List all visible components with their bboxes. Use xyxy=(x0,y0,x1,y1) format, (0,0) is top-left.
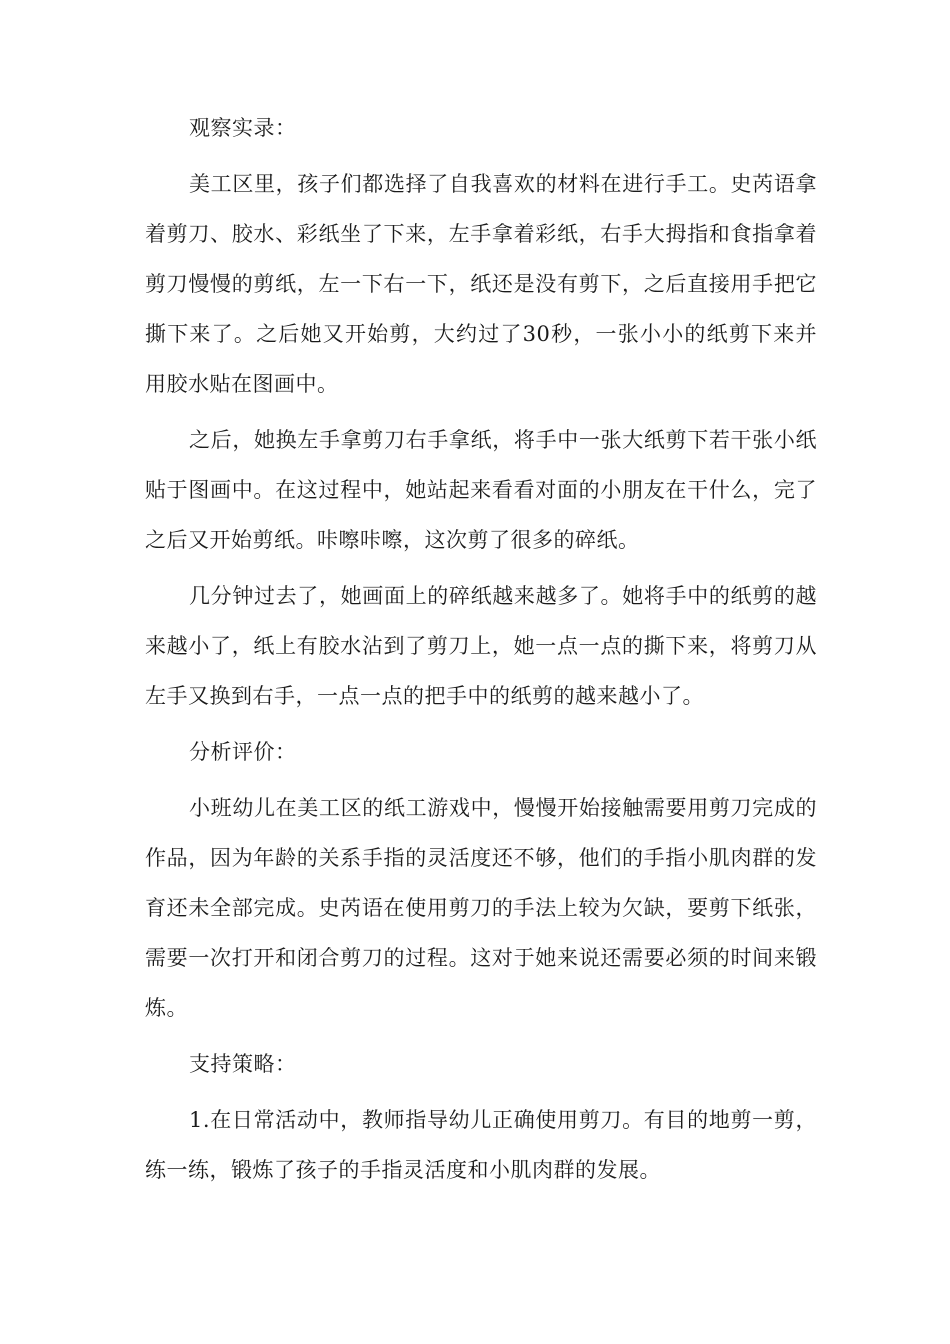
support-paragraph: 1.在日常活动中，教师指导幼儿正确使用剪刀。有目的地剪一剪，练一练，锻炼了孩子的手指灵活度和小肌肉群的发展。 xyxy=(145,1108,817,1182)
observation-paragraph-2: 之后，她换左手拿剪刀右手拿纸，将手中一张大纸剪下若干张小纸贴于图画中。在这过程中，她站起来看看对面的小朋友在干什么，完了之后又开始剪纸。咔嚓咔嚓，这次剪了很多的碎纸。 xyxy=(145,428,817,552)
support-heading: 支持策略： xyxy=(189,1052,297,1076)
observation-heading: 观察实录： xyxy=(189,116,297,140)
analysis-paragraph: 小班幼儿在美工区的纸工游戏中，慢慢开始接触需要用剪刀完成的作品，因为年龄的关系手指的灵活度还不够，他们的手指小肌肉群的发育还未全部完成。史芮语在使用剪刀的手法上较为欠缺，要剪下纸张，需要一次打开和闭合剪刀的过程。这对于她来说还需要必须的时间来锻炼。 xyxy=(145,796,817,1020)
document-page xyxy=(145,103,817,1201)
analysis-heading: 分析评价： xyxy=(189,740,297,764)
observation-paragraph-1: 美工区里，孩子们都选择了自我喜欢的材料在进行手工。史芮语拿着剪刀、胶水、彩纸坐了下来，左手拿着彩纸，右手大拇指和食指拿着剪刀慢慢的剪纸，左一下右一下，纸还是没有剪下，之后直接用手把它撕下来了。之后她又开始剪，大约过了30秒，一张小小的纸剪下来并用胶水贴在图画中。 xyxy=(145,172,817,396)
observation-paragraph-3: 几分钟过去了，她画面上的碎纸越来越多了。她将手中的纸剪的越来越小了，纸上有胶水沾到了剪刀上，她一点一点的撕下来，将剪刀从左手又换到右手，一点一点的把手中的纸剪的越来越小了。 xyxy=(145,584,817,708)
